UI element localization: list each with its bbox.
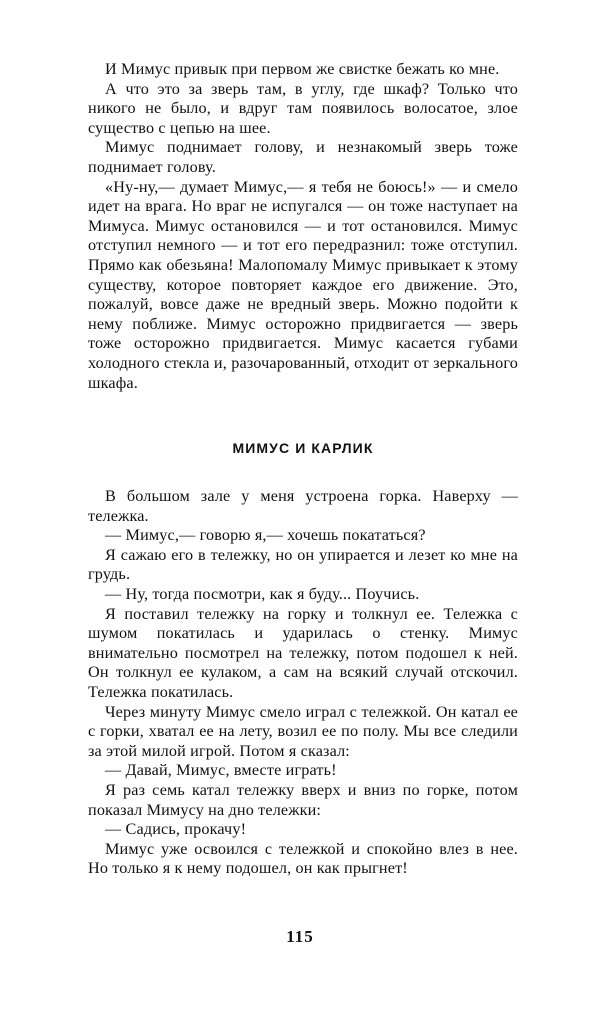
paragraph: В большом зале у меня устроена горка. Наверху — тележка.: [88, 487, 518, 525]
paragraph: А что это за зверь там, в углу, где шкаф? Только что никого не было, и вдруг там появилось волосатое, злое существо с цепью на шее.: [88, 79, 518, 137]
paragraph: Я сажаю его в тележку, но он упирается и лезет ко мне на грудь.: [88, 545, 518, 584]
paragraph: Я поставил тележку на горку и толкнул ее. Тележка с шумом покатилась и ударилась о стенку. Мимус внимательно посмотрел на тележку, потом подошел к ней. Он толкнул ее кулаком, а сам на всякий случай отскочил. Тележка покатилась.: [88, 604, 518, 702]
paragraph: — Давай, Мимус, вместе играть!: [105, 761, 337, 780]
paragraph: — Мимус,— говорю я,— хочешь покататься?: [105, 526, 426, 545]
page-number: 115: [286, 927, 314, 946]
paragraph: Мимус уже освоился с тележкой и спокойно влез в нее. Но только я к нему подошел, он как прыгнет!: [88, 839, 518, 878]
paragraph: — Садись, прокачу!: [105, 820, 247, 839]
paragraph: Через минуту Мимус смело играл с тележкой. Он катал ее с горки, хватал ее на лету, возил ее по полу. Мы все следили за этой милой игрой. Потом я сказал:: [88, 702, 518, 760]
paragraph: «Ну-ну,— думает Мимус,— я тебя не боюсь!» — и смело идет на врага. Но враг не испугался — он тоже наступает на Мимуса. Мимус остановился — и тот остановился. Мимус отступил немного — и тот его передразнил: тоже отступил. Прямо как обезьяна! Малопомалу Мимус привыкает к этому существу, которое повторяет каждое его движение. Это, пожалуй, вовсе даже не вредный зверь. Можно подойти к нему поближе. Мимус осторожно придвигается — зверь тоже осторожно придвигается. Мимус касается губами холодного стекла и, разочарованный, отходит от зеркального шкафа.: [88, 177, 518, 392]
paragraph: — Ну, тогда посмотри, как я буду... Поучись.: [105, 585, 420, 604]
book-page: [88, 60, 518, 879]
paragraph: Мимус поднимает голову, и незнакомый зверь тоже поднимает голову.: [88, 138, 518, 176]
paragraph: Я раз семь катал тележку вверх и вниз по горке, потом показал Мимусу на дно тележки:: [88, 781, 518, 819]
section-title: МИМУС И КАРЛИК: [232, 440, 374, 457]
paragraph: И Мимус привык при первом же свистке бежать ко мне.: [105, 60, 500, 78]
